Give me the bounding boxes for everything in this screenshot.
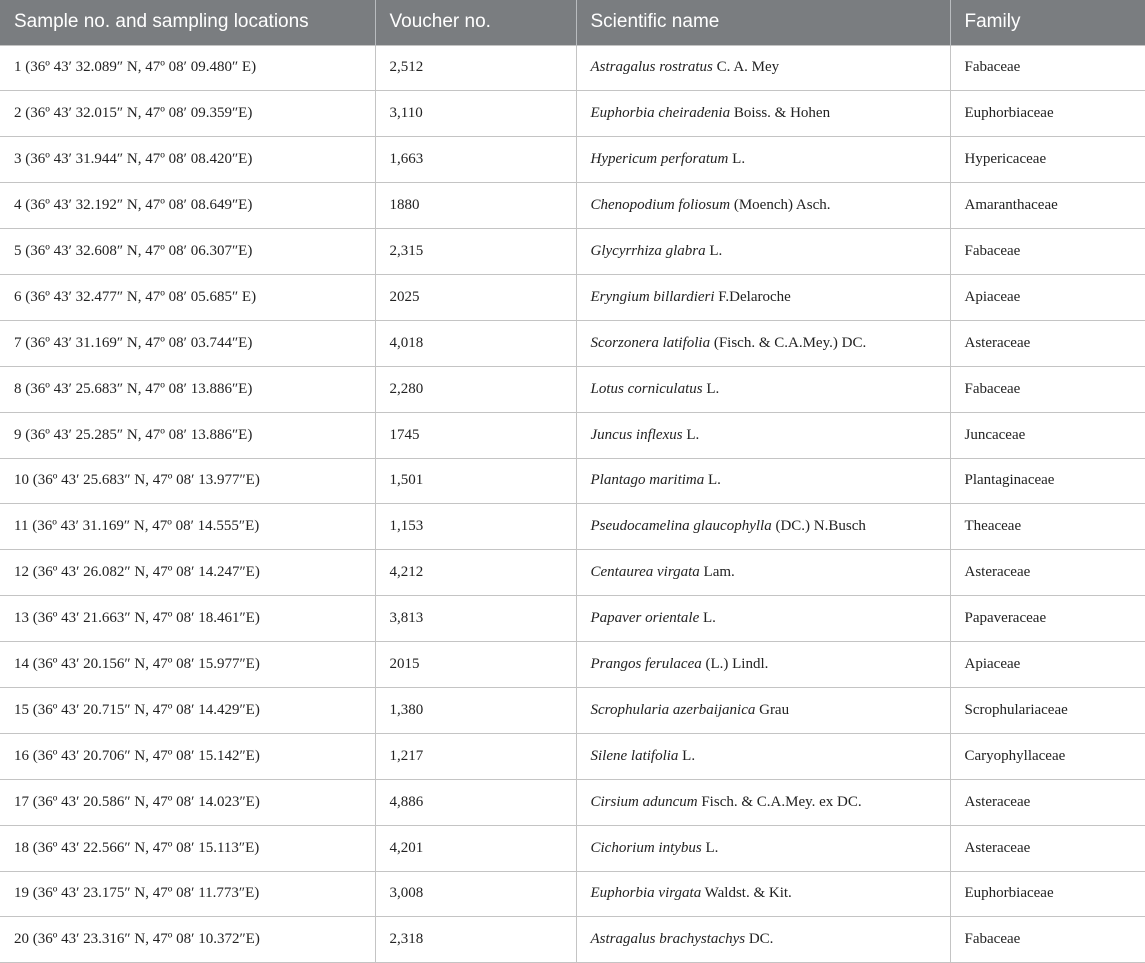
family-cell: Asteraceae — [950, 779, 1145, 825]
species-authority: (L.) Lindl. — [701, 656, 769, 673]
scientific-name-cell — [576, 137, 950, 183]
scientific-name-cell — [576, 320, 950, 366]
table-row — [0, 137, 1145, 183]
header-sampling-location: Sample no. and sampling locations — [0, 0, 375, 45]
table-row — [0, 642, 1145, 688]
species-name: Cirsium aduncum — [590, 793, 698, 810]
species-authority: DC. — [745, 931, 774, 948]
sampling-location-cell: 3 (36º 43′ 31.944″ N, 47º 08′ 08.420″E) — [0, 137, 375, 183]
scientific-name-cell — [576, 825, 950, 871]
header-scientific-name: Scientific name — [576, 0, 950, 45]
family-cell: Apiaceae — [950, 642, 1145, 688]
sampling-location-cell: 17 (36º 43′ 20.586″ N, 47º 08′ 14.023″E) — [0, 779, 375, 825]
voucher-no-cell: 3,008 — [375, 871, 576, 917]
table-row — [0, 183, 1145, 229]
species-name: Centaurea virgata — [590, 564, 700, 581]
voucher-no-cell: 4,201 — [375, 825, 576, 871]
voucher-no-cell: 2025 — [375, 274, 576, 320]
voucher-no-cell: 2015 — [375, 642, 576, 688]
species-name: Euphorbia virgata — [590, 885, 702, 902]
header-row — [0, 0, 1145, 45]
table-row — [0, 550, 1145, 596]
voucher-no-cell: 1,501 — [375, 458, 576, 504]
table-row — [0, 458, 1145, 504]
sampling-location-cell: 4 (36º 43′ 32.192″ N, 47º 08′ 08.649″E) — [0, 183, 375, 229]
family-cell: Fabaceae — [950, 917, 1145, 963]
table-row — [0, 504, 1145, 550]
family-cell: Theaceae — [950, 504, 1145, 550]
table-row — [0, 274, 1145, 320]
family-cell: Scrophulariaceae — [950, 687, 1145, 733]
species-name: Cichorium intybus — [590, 839, 702, 856]
voucher-no-cell: 1,217 — [375, 733, 576, 779]
scientific-name-cell — [576, 642, 950, 688]
table-row — [0, 825, 1145, 871]
species-name: Glycyrrhiza glabra — [590, 243, 706, 259]
scientific-name-cell — [576, 45, 950, 91]
species-name: Hypericum perforatum — [590, 151, 729, 168]
voucher-no-cell: 2,315 — [375, 229, 576, 275]
table-header — [0, 0, 1145, 45]
sampling-location-cell: 2 (36º 43′ 32.015″ N, 47º 08′ 09.359″E) — [0, 91, 375, 137]
family-cell: Juncaceae — [950, 412, 1145, 458]
family-cell: Asteraceae — [950, 825, 1145, 871]
voucher-no-cell: 4,886 — [375, 779, 576, 825]
scientific-name-cell — [576, 183, 950, 229]
species-name: Chenopodium foliosum — [590, 197, 731, 214]
voucher-no-cell: 1880 — [375, 183, 576, 229]
voucher-no-cell: 1,153 — [375, 504, 576, 550]
sampling-location-cell: 1 (36º 43′ 32.089″ N, 47º 08′ 09.480″ E) — [0, 45, 375, 91]
family-cell: Caryophyllaceae — [950, 733, 1145, 779]
table-row — [0, 412, 1145, 458]
species-authority: (Moench) Asch. — [730, 197, 831, 214]
sampling-location-cell: 8 (36º 43′ 25.683″ N, 47º 08′ 13.886″E) — [0, 366, 375, 412]
species-name: Lotus corniculatus — [590, 380, 703, 397]
scientific-name-cell — [576, 458, 950, 504]
voucher-no-cell: 2,280 — [375, 366, 576, 412]
scientific-name-cell — [576, 366, 950, 412]
voucher-no-cell: 1,380 — [375, 687, 576, 733]
scientific-name-cell — [576, 871, 950, 917]
family-cell: Fabaceae — [950, 45, 1145, 91]
table-row — [0, 687, 1145, 733]
scientific-name-cell — [576, 550, 950, 596]
sampling-location-cell: 13 (36º 43′ 21.663″ N, 47º 08′ 18.461″E) — [0, 596, 375, 642]
species-name: Euphorbia cheiradenia — [590, 105, 731, 122]
family-cell: Euphorbiaceae — [950, 871, 1145, 917]
sampling-location-cell: 5 (36º 43′ 32.608″ N, 47º 08′ 06.307″E) — [0, 229, 375, 275]
species-name: Juncus inflexus — [590, 426, 683, 443]
voucher-no-cell: 1745 — [375, 412, 576, 458]
species-authority: L. — [701, 839, 719, 856]
species-name: Scorzonera latifolia — [590, 334, 711, 351]
table-row — [0, 779, 1145, 825]
species-authority: (Fisch. & C.A.Mey.) DC. — [710, 334, 867, 351]
scientific-name-cell — [576, 504, 950, 550]
family-cell: Hypericaceae — [950, 137, 1145, 183]
sampling-location-cell: 20 (36º 43′ 23.316″ N, 47º 08′ 10.372″E) — [0, 917, 375, 963]
family-cell: Asteraceae — [950, 320, 1145, 366]
family-cell: Amaranthaceae — [950, 183, 1145, 229]
species-authority: L. — [704, 472, 721, 489]
voucher-no-cell: 2,318 — [375, 917, 576, 963]
sampling-location-cell: 15 (36º 43′ 20.715″ N, 47º 08′ 14.429″E) — [0, 687, 375, 733]
family-cell: Papaveraceae — [950, 596, 1145, 642]
table-body — [0, 45, 1145, 963]
species-authority: Fisch. & C.A.Mey. ex DC. — [697, 793, 862, 810]
species-authority: C. A. Mey — [712, 59, 780, 76]
table-row — [0, 320, 1145, 366]
voucher-no-cell: 3,813 — [375, 596, 576, 642]
sampling-location-cell: 19 (36º 43′ 23.175″ N, 47º 08′ 11.773″E) — [0, 871, 375, 917]
header-voucher-no: Voucher no. — [375, 0, 576, 45]
family-cell: Plantaginaceae — [950, 458, 1145, 504]
species-authority: Lam. — [699, 564, 735, 581]
scientific-name-cell — [576, 412, 950, 458]
species-name: Papaver orientale — [590, 610, 700, 627]
species-authority: Waldst. & Kit. — [701, 885, 792, 902]
scientific-name-cell — [576, 687, 950, 733]
species-authority: L. — [705, 243, 723, 259]
sampling-location-cell: 12 (36º 43′ 26.082″ N, 47º 08′ 14.247″E) — [0, 550, 375, 596]
sampling-location-cell: 11 (36º 43′ 31.169″ N, 47º 08′ 14.555″E) — [0, 504, 375, 550]
table-row — [0, 871, 1145, 917]
scientific-name-cell — [576, 733, 950, 779]
species-name: Prangos ferulacea — [590, 656, 702, 673]
scientific-name-cell — [576, 91, 950, 137]
sampling-location-cell: 14 (36º 43′ 20.156″ N, 47º 08′ 15.977″E) — [0, 642, 375, 688]
family-cell: Asteraceae — [950, 550, 1145, 596]
species-name: Eryngium billardieri — [590, 288, 715, 305]
voucher-no-cell: 2,512 — [375, 45, 576, 91]
family-cell: Euphorbiaceae — [950, 91, 1145, 137]
family-cell: Apiaceae — [950, 274, 1145, 320]
voucher-no-cell: 1,663 — [375, 137, 576, 183]
sampling-location-cell: 16 (36º 43′ 20.706″ N, 47º 08′ 15.142″E) — [0, 733, 375, 779]
voucher-no-cell: 4,212 — [375, 550, 576, 596]
species-authority: L. — [699, 610, 716, 627]
table-row — [0, 91, 1145, 137]
species-name: Plantago maritima — [590, 472, 705, 489]
species-authority: Grau — [755, 701, 790, 718]
species-name: Pseudocamelina glaucophylla — [590, 518, 772, 535]
family-cell: Fabaceae — [950, 229, 1145, 275]
voucher-no-cell: 3,110 — [375, 91, 576, 137]
species-authority: L. — [702, 380, 720, 397]
table-row — [0, 366, 1145, 412]
sampling-location-cell: 9 (36º 43′ 25.285″ N, 47º 08′ 13.886″E) — [0, 412, 375, 458]
species-name: Scrophularia azerbaijanica — [590, 701, 756, 718]
species-authority: (DC.) N.Busch — [771, 518, 866, 535]
sampling-location-cell: 10 (36º 43′ 25.683″ N, 47º 08′ 13.977″E) — [0, 458, 375, 504]
species-name: Astragalus rostratus — [590, 59, 713, 76]
table-row — [0, 596, 1145, 642]
species-authority: L. — [682, 426, 700, 443]
table-row — [0, 733, 1145, 779]
species-name: Silene latifolia — [590, 747, 679, 764]
header-family: Family — [950, 0, 1145, 45]
table-row — [0, 45, 1145, 91]
scientific-name-cell — [576, 596, 950, 642]
species-authority: F.Delaroche — [714, 288, 791, 305]
sampling-location-cell: 6 (36º 43′ 32.477″ N, 47º 08′ 05.685″ E) — [0, 274, 375, 320]
voucher-no-cell: 4,018 — [375, 320, 576, 366]
table-row — [0, 917, 1145, 963]
species-authority: L. — [678, 747, 696, 764]
scientific-name-cell — [576, 917, 950, 963]
species-authority: L. — [728, 151, 746, 168]
species-name: Astragalus brachystachys — [590, 931, 746, 948]
family-cell: Fabaceae — [950, 366, 1145, 412]
scientific-name-cell — [576, 779, 950, 825]
table-row — [0, 229, 1145, 275]
scientific-name-cell — [576, 274, 950, 320]
sampling-location-cell: 18 (36º 43′ 22.566″ N, 47º 08′ 15.113″E) — [0, 825, 375, 871]
scientific-name-cell — [576, 229, 950, 275]
sampling-location-cell: 7 (36º 43′ 31.169″ N, 47º 08′ 03.744″E) — [0, 320, 375, 366]
species-authority: Boiss. & Hohen — [730, 105, 831, 122]
